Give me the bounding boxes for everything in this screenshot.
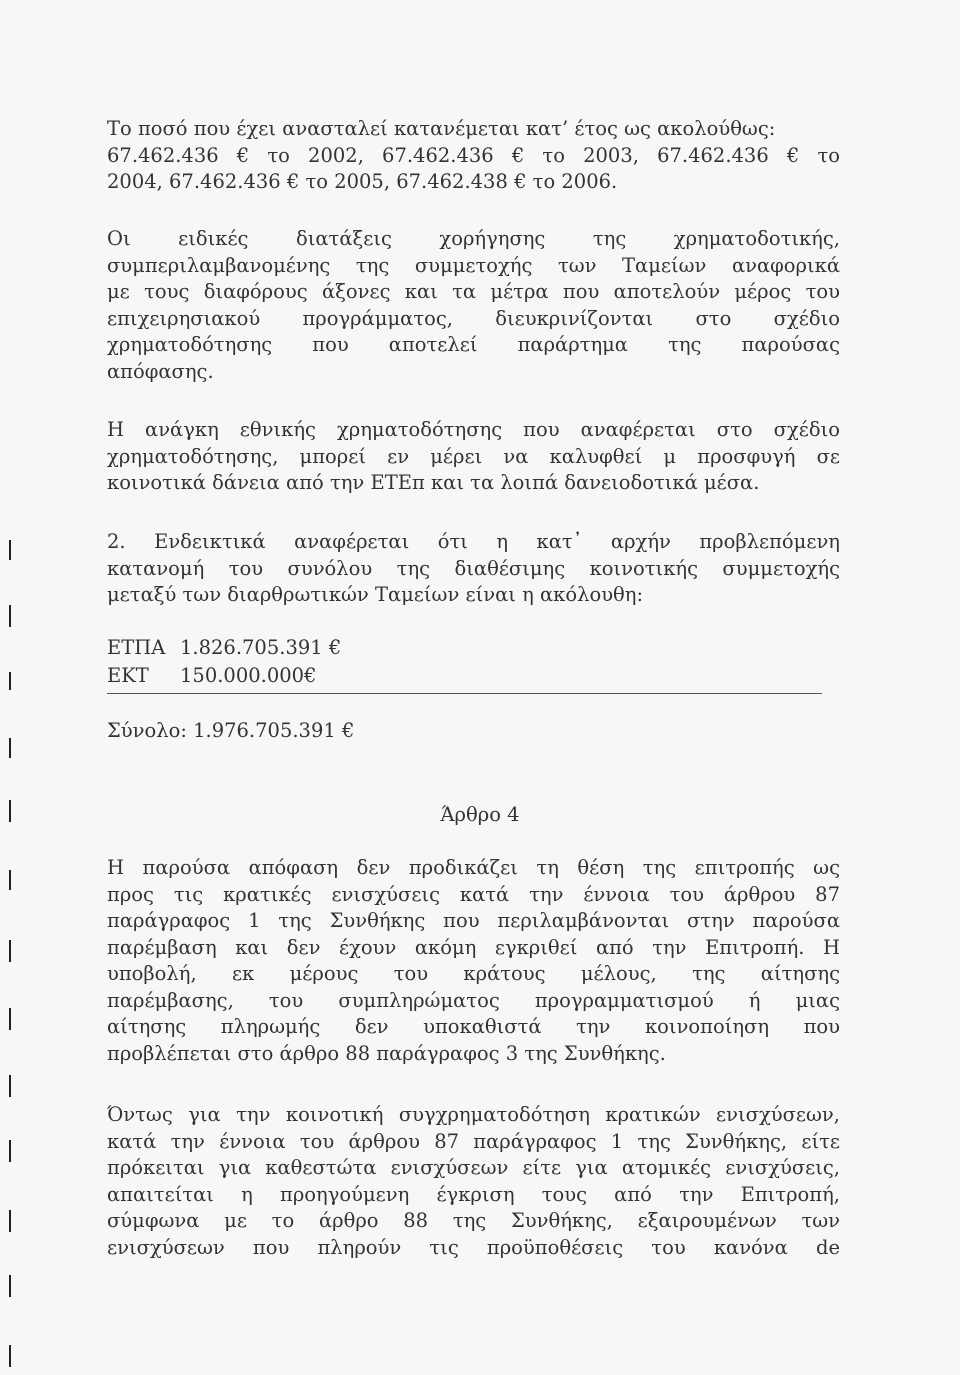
text-line: 2. Ενδεικτικά αναφέρεται ότι η κατ᾽ αρχήν προβλεπόμενη	[107, 530, 840, 553]
fund-amount: 150.000.000€	[180, 664, 317, 687]
scan-margin-mark	[9, 1140, 11, 1162]
text-line: μεταξύ των διαρθρωτικών Ταμείων είναι η ακόλουθη:	[107, 583, 644, 606]
text-line: σύμφωνα με το άρθρο 88 της Συνθήκης, εξαιρουμένων των	[107, 1209, 840, 1232]
text-line: κατανομή του συνόλου της διαθέσιμης κοινοτικής συμμετοχής	[107, 556, 840, 580]
paragraph-suspended-amount	[107, 116, 840, 196]
sum-divider	[107, 693, 822, 694]
text-line: επιχειρησιακού προγράμματος, διευκρινίζονται στο σχέδιο	[107, 306, 840, 330]
text-line: απαιτείται η προηγούμενη έγκριση τους από την Επιτροπή,	[107, 1182, 840, 1206]
text-line: παράγραφος 1 της Συνθήκης που περιλαμβάνονται στην παρούσα	[107, 909, 840, 932]
text-line: παρέμβασης, του συμπληρώματος προγραμματισμού ή μιας	[107, 988, 840, 1012]
article-heading: Άρθρο 4	[440, 803, 520, 826]
fund-label: ΕΤΠΑ	[107, 636, 166, 659]
text-line: πρόκειται για καθεστώτα ενισχύσεων είτε για ατομικές ενισχύσεις,	[107, 1156, 840, 1179]
paragraph-cofinancing	[107, 1102, 840, 1261]
text-line: αίτησης πληρωμής δεν υποκαθιστά την κοινοποίηση που	[107, 1015, 840, 1038]
scan-margin-mark	[9, 870, 11, 890]
text-line: 67.462.436 € το 2002, 67.462.436 € το 2003, 67.462.436 € το	[107, 143, 840, 167]
text-line: Όντως για την κοινοτική συγχρηματοδότηση κρατικών ενισχύσεων,	[107, 1103, 840, 1126]
text-line: απόφασης.	[107, 359, 214, 383]
text-line: κοινοτικά δάνεια από την ΕΤΕπ και τα λοιπά δανειοδοτικά μέσα.	[107, 471, 760, 494]
fund-amount: 1.826.705.391 €	[180, 636, 342, 659]
text-line: Οι ειδικές διατάξεις χορήγησης της χρηματοδοτικής,	[107, 227, 840, 250]
scan-margin-mark	[9, 738, 11, 758]
text-line: Η ανάγκη εθνικής χρηματοδότησης που αναφέρεται στο σχέδιο	[107, 418, 840, 441]
text-line: προβλέπεται στο άρθρο 88 παράγραφος 3 της Συνθήκης.	[107, 1041, 666, 1065]
scan-margin-mark	[9, 1075, 11, 1097]
text-line: υποβολή, εκ μέρους του κράτους μέλους, της αίτησης	[107, 962, 840, 985]
text-line: κατά την έννοια του άρθρου 87 παράγραφος 1 της Συνθήκης, είτε	[107, 1129, 840, 1153]
scan-margin-mark	[9, 605, 11, 627]
paragraph-indicative-allocation	[107, 529, 840, 609]
text-line: 2004, 67.462.436 € το 2005, 67.462.438 € το 2006.	[107, 170, 618, 193]
scan-margin-mark	[9, 540, 11, 560]
text-line: παρέμβαση και δεν έχουν ακόμη εγκριθεί από την Επιτροπή. Η	[107, 935, 840, 959]
text-line: χρηματοδότησης που αποτελεί παράρτημα της παρούσας	[107, 333, 840, 356]
text-line: συμπεριλαμβανομένης της συμμετοχής των Ταμείων αναφορικά	[107, 253, 840, 277]
allocation-row-ekt	[107, 664, 316, 687]
paragraph-national-funding	[107, 417, 840, 497]
text-line: χρηματοδότησης, μπορεί εν μέρει να καλυφθεί μ προσφυγή σε	[107, 444, 840, 468]
scan-margin-mark	[9, 1345, 11, 1367]
text-line: Το ποσό που έχει ανασταλεί κατανέμεται κατ’ έτος ως ακολούθως:	[107, 117, 776, 140]
allocation-row-etpa	[107, 636, 341, 659]
scan-margin-mark	[9, 1275, 11, 1297]
scan-margin-mark	[9, 672, 11, 690]
text-line: Η παρούσα απόφαση δεν προδικάζει τη θέση της επιτροπής ως	[107, 856, 840, 879]
text-line: ενισχύσεων που πληρούν τις προϋποθέσεις του κανόνα de	[107, 1235, 840, 1259]
text-line: με τους διαφόρους άξονες και τα μέτρα που αποτελούν μέρος του	[107, 280, 840, 303]
fund-label: ΕΚΤ	[107, 664, 149, 687]
scan-margin-mark	[9, 940, 11, 962]
allocation-total: Σύνολο: 1.976.705.391 €	[107, 719, 355, 742]
scan-margin-mark	[9, 1008, 11, 1030]
scan-margin-mark	[9, 1210, 11, 1232]
text-line: προς τις κρατικές ενισχύσεις κατά την έννοια του άρθρου 87	[107, 882, 840, 906]
paragraph-funding-provisions	[107, 226, 840, 385]
paragraph-state-aid	[107, 855, 840, 1067]
